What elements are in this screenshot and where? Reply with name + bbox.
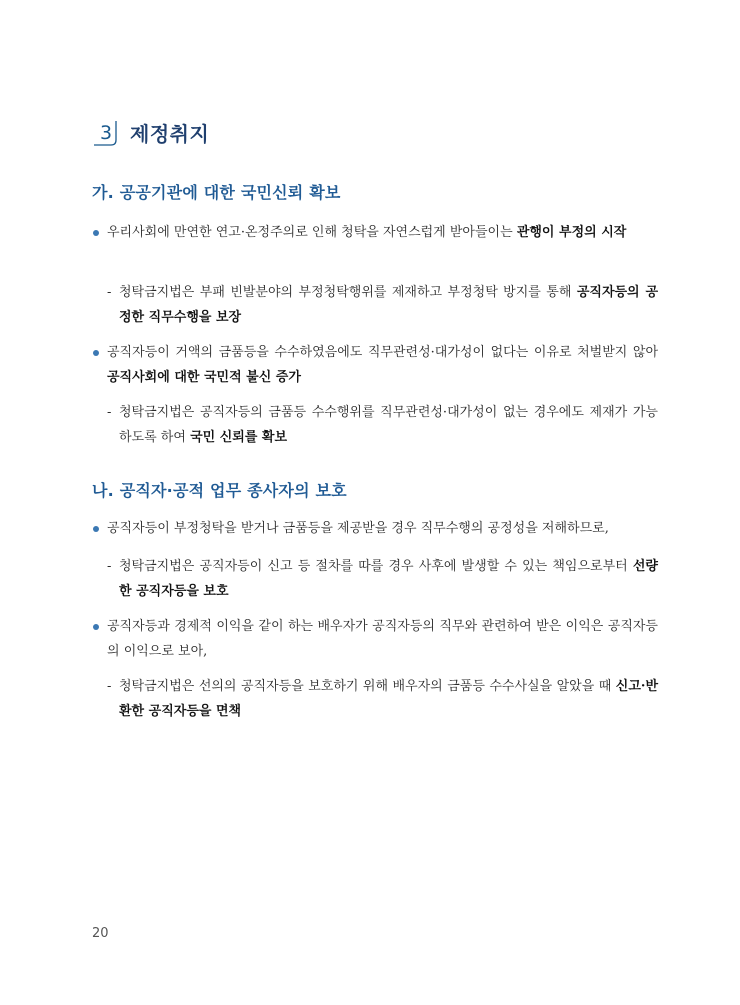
bullet-dot-icon	[93, 230, 99, 236]
list-item: 공직자등과 경제적 이익을 같이 하는 배우자가 공직자등의 직무와 관련하여 받은 이익은 공직자등의 이익으로 보아,	[92, 614, 658, 664]
list-item: 우리사회에 만연한 연고·온정주의로 인해 청탁을 자연스럽게 받아들이는 관행이 부정의 시작	[92, 220, 658, 245]
list-item: - 청탁금지법은 공직자등의 금품등 수수행위를 직무관련성·대가성이 없는 경우에도 제재가 가능하도록 하여 국민 신뢰를 확보	[107, 405, 658, 445]
bullet-dot-icon	[93, 624, 99, 630]
section-header	[92, 118, 209, 147]
section-number: 3	[99, 121, 113, 144]
subsection-heading-a: 가. 공공기관에 대한 국민신뢰 확보	[92, 183, 341, 202]
section-title: 제정취지	[130, 122, 210, 146]
list-item: - 청탁금지법은 공직자등이 신고 등 절차를 따를 경우 사후에 발생할 수 있는 책임으로부터 선량한 공직자등을 보호	[107, 559, 658, 599]
section-bracket-icon	[92, 120, 120, 148]
list-item: - 청탁금지법은 부패 빈발분야의 부정청탁행위를 제재하고 부정청탁 방지를 통해 공직자등의 공정한 직무수행을 보장	[107, 285, 658, 325]
bullet-dot-icon	[93, 526, 99, 532]
bullet-dot-icon	[93, 350, 99, 356]
list-item: 공직자등이 거액의 금품등을 수수하였음에도 직무관련성·대가성이 없다는 이유로 처벌받지 않아 공직사회에 대한 국민적 불신 증가	[92, 340, 658, 390]
section-number-badge	[92, 120, 120, 146]
page-number: 20	[92, 926, 109, 941]
list-item: 공직자등이 부정청탁을 받거나 금품등을 제공받을 경우 직무수행의 공정성을 저해하므로,	[92, 516, 658, 541]
list-item: - 청탁금지법은 선의의 공직자등을 보호하기 위해 배우자의 금품등 수수사실을 알았을 때 신고·반환한 공직자등을 면책	[107, 679, 658, 719]
subsection-heading-b: 나. 공직자·공적 업무 종사자의 보호	[92, 481, 347, 500]
